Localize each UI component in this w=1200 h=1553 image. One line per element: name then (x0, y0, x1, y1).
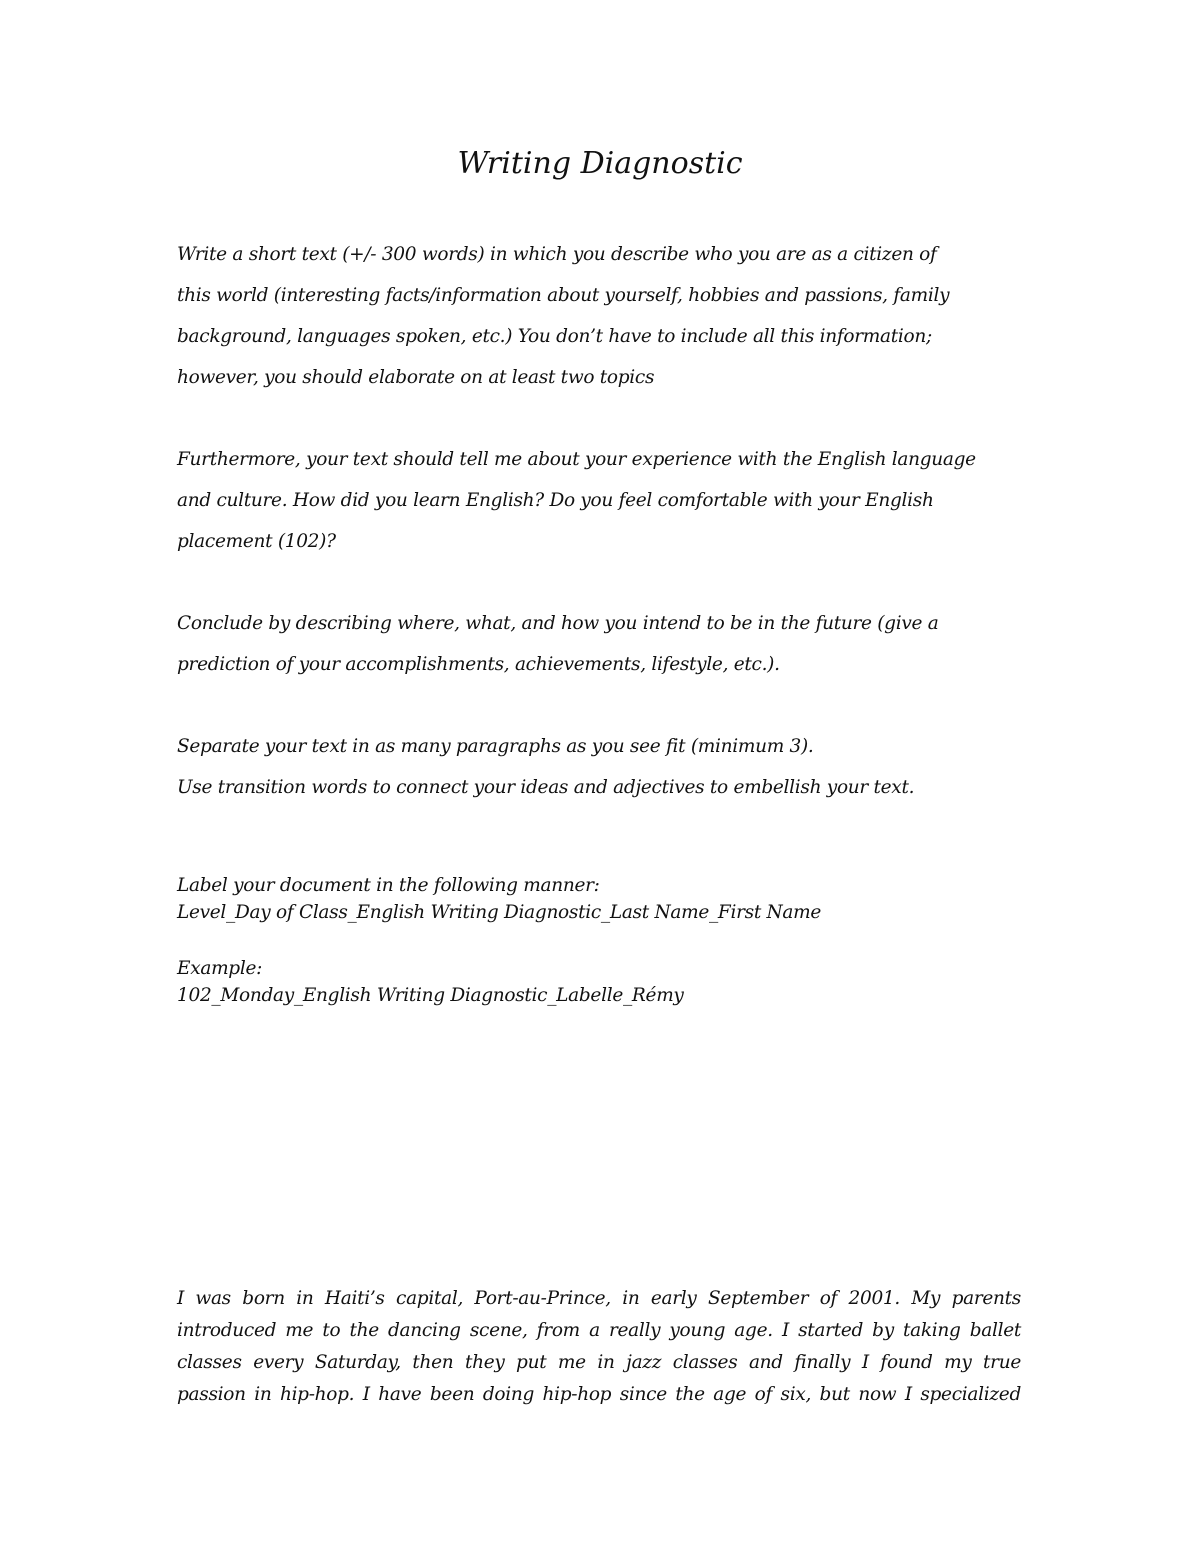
instruction-paragraph-3 (177, 603, 1037, 685)
essay-line: I was born in Haiti’s capital, Port-au-Prince, in early September of 2001. My parents (177, 1288, 1021, 1309)
essay-line: introduced me to the dancing scene, from a really young age. I started by taking ballet (177, 1320, 1021, 1341)
labeling-format: Level_Day of Class_English Writing Diagnostic_Last Name_First Name (177, 902, 822, 923)
essay-text (177, 1283, 1037, 1411)
instruction-paragraph-2 (177, 439, 1037, 562)
text-line: Furthermore, your text should tell me about your experience with the English language (177, 449, 976, 470)
text-line: and culture. How did you learn English? Do you feel comfortable with your English (177, 490, 934, 511)
instruction-paragraph-1 (177, 234, 1037, 398)
labeling-instructions (177, 872, 1037, 926)
essay-line: passion in hip-hop. I have been doing hip-hop since the age of six, but now I specialized (177, 1384, 1021, 1405)
essay-line: classes every Saturday, then they put me in jazz classes and finally I found my true (177, 1352, 1021, 1373)
text-line: background, languages spoken, etc.) You don’t have to include all this information; (177, 326, 932, 347)
labeling-heading: Label your document in the following manner: (177, 875, 600, 896)
text-line: Separate your text in as many paragraphs as you see fit (minimum 3). (177, 736, 814, 757)
text-line: placement (102)? (177, 531, 336, 552)
text-line: prediction of your accomplishments, achievements, lifestyle, etc.). (177, 654, 780, 675)
text-line: Use transition words to connect your ideas and adjectives to embellish your text. (177, 777, 915, 798)
example-heading: Example: (177, 958, 263, 979)
labeling-example (177, 955, 1037, 1009)
instruction-paragraph-4 (177, 726, 1037, 808)
document-title: Writing Diagnostic (457, 146, 743, 181)
text-line: this world (interesting facts/information about yourself, hobbies and passions, family (177, 285, 950, 306)
text-line: Write a short text (+/- 300 words) in which you describe who you are as a citizen of (177, 244, 937, 265)
text-line: Conclude by describing where, what, and how you intend to be in the future (give a (177, 613, 939, 634)
example-filename: 102_Monday_English Writing Diagnostic_Labelle_Rémy (177, 985, 684, 1006)
text-line: however, you should elaborate on at least two topics (177, 367, 655, 388)
